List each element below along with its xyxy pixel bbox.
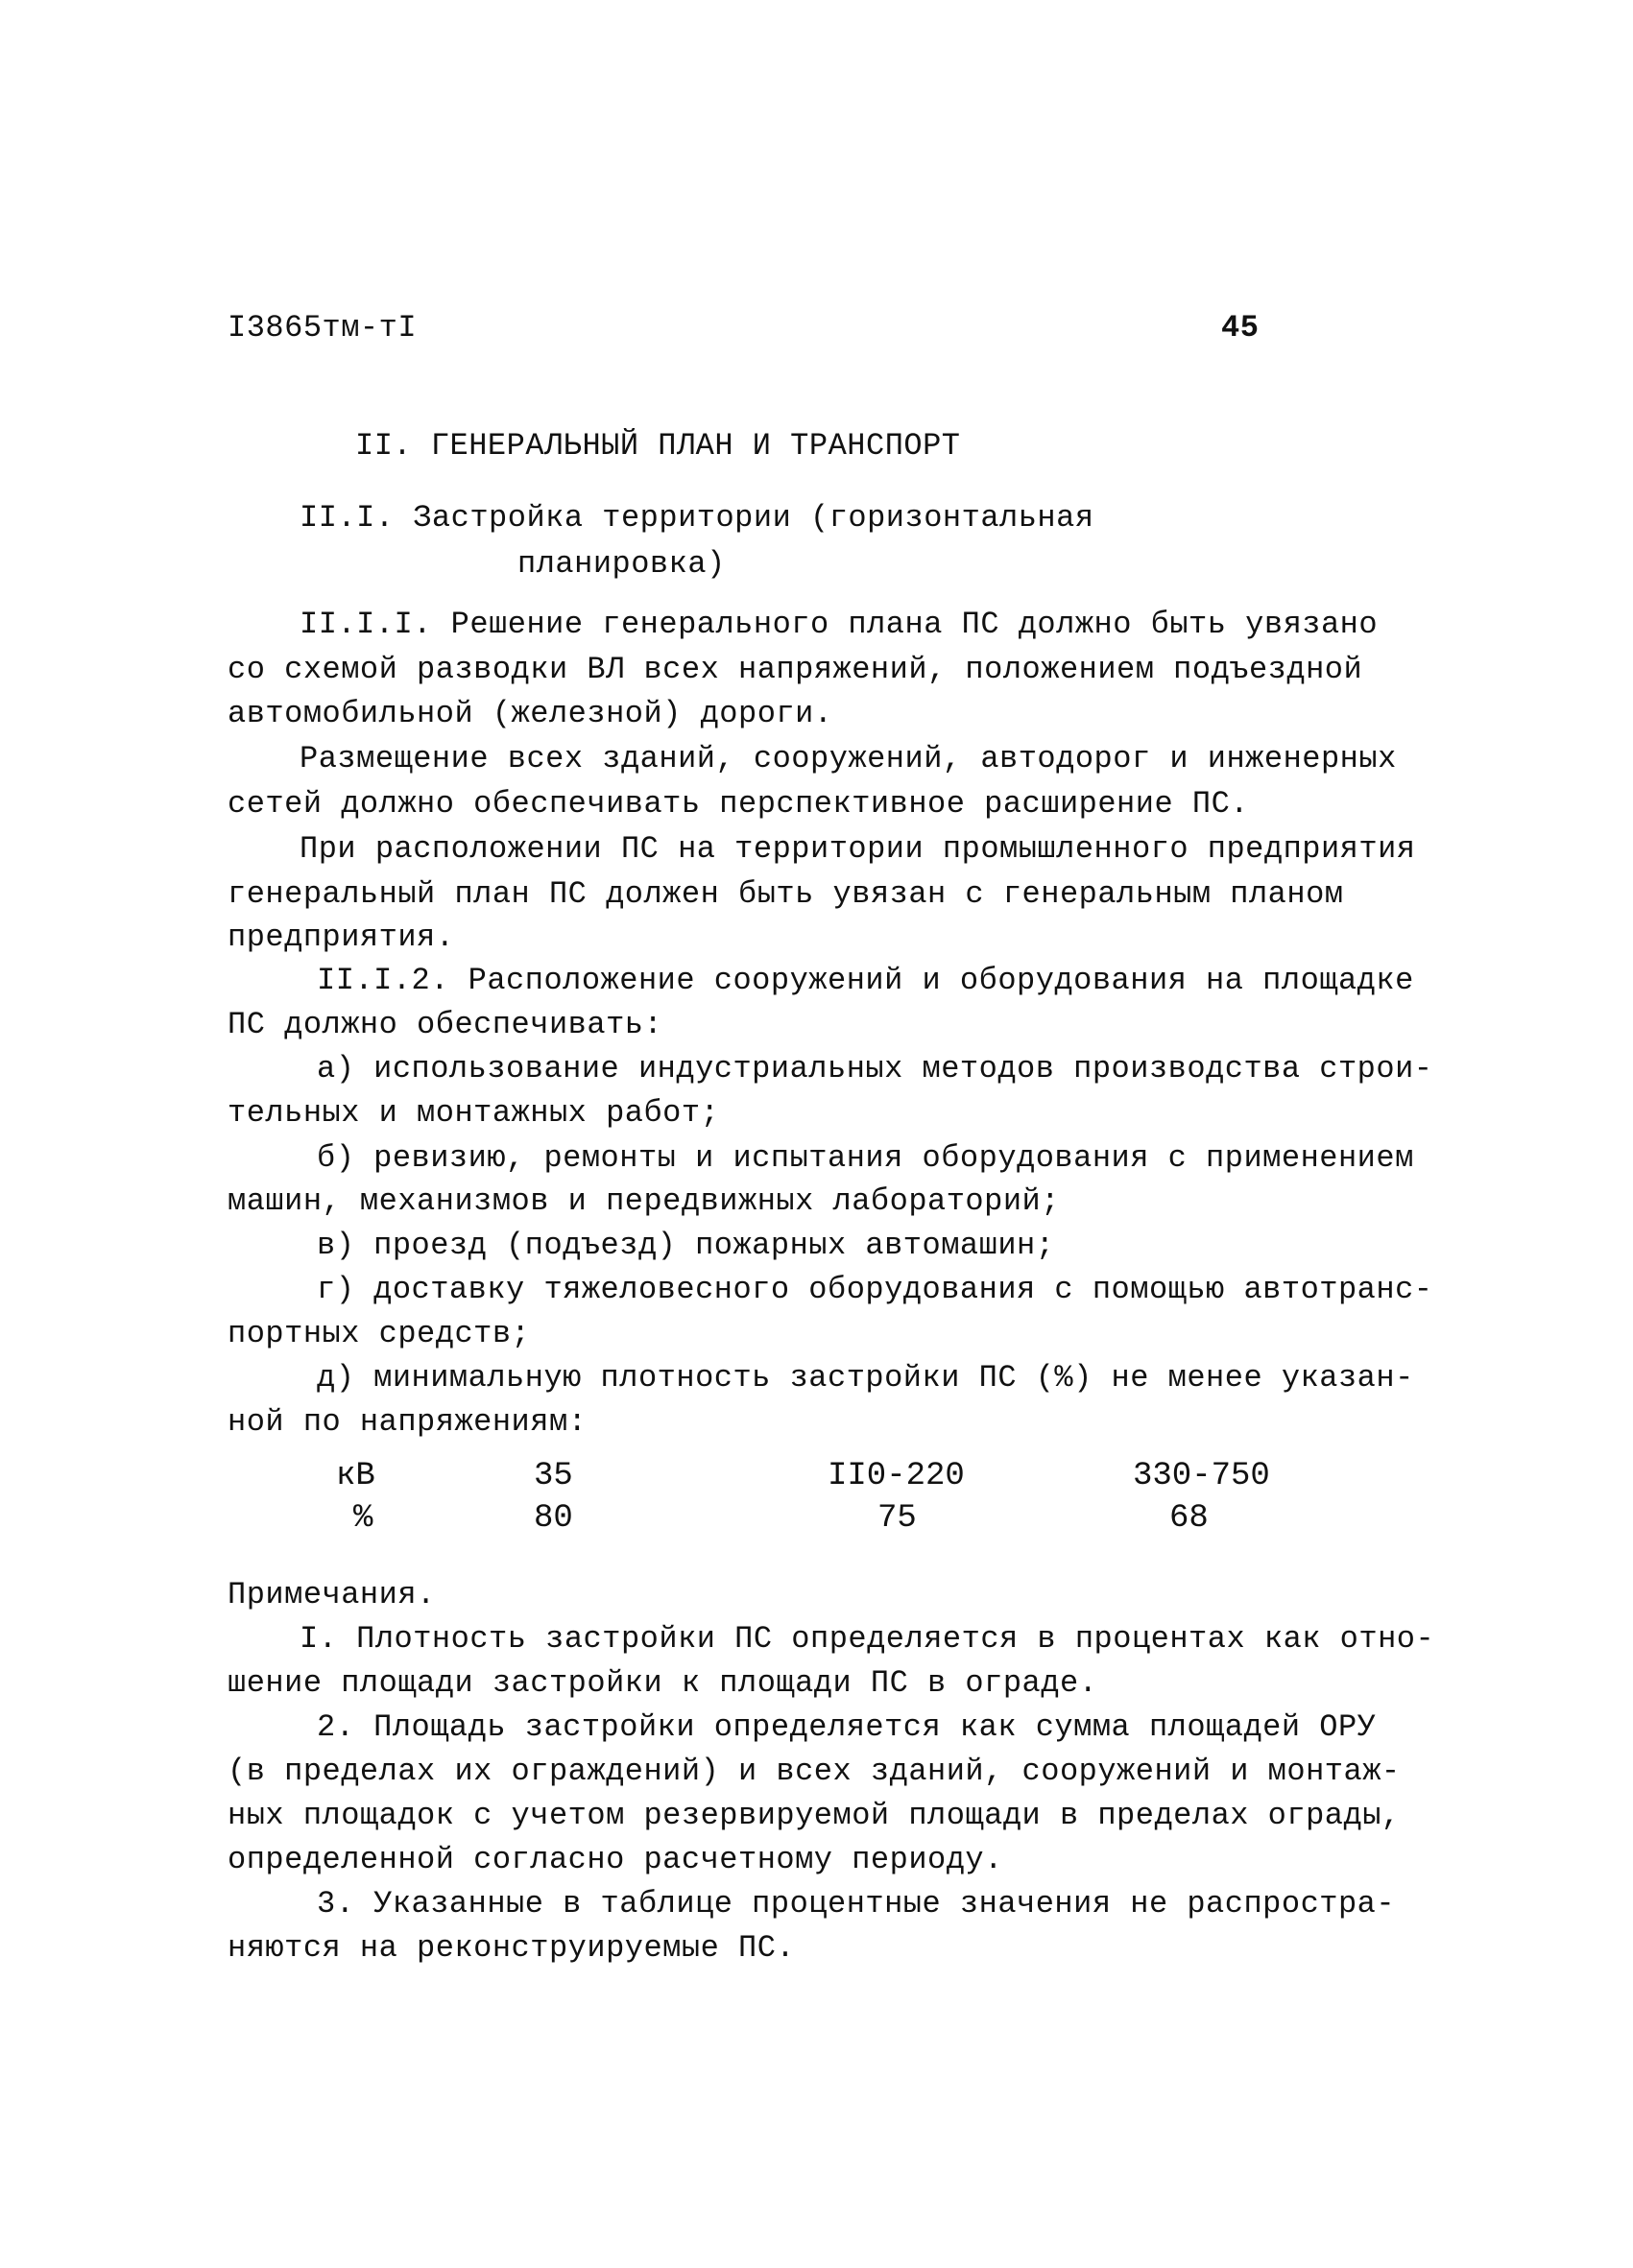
body-line: генеральный план ПС должен быть увязан с генеральным планом [228,876,1344,912]
table-cell: 80 [534,1500,573,1537]
body-line: Размещение всех зданий, сооружений, автодорог и инженерных [300,741,1397,776]
body-line: ной по напряжениям: [228,1404,588,1440]
body-line: предприятия. [228,919,455,955]
body-line: со схемой разводки ВЛ всех напряжений, положением подъездной [228,652,1363,687]
table-cell: 35 [534,1458,573,1494]
document-code: I3865тм-тI [228,310,418,346]
note-line: ных площадок с учетом резервируемой площади в пределах ограды, [228,1798,1401,1833]
body-line: II.I.2. Расположение сооружений и оборудования на площадке [317,963,1414,998]
notes-heading: Примечания. [228,1577,436,1612]
body-line: При расположении ПС на территории промышленного предприятия [300,831,1416,867]
table-cell: 68 [1169,1500,1209,1537]
body-line: машин, механизмов и передвижных лабораторий; [228,1183,1060,1219]
note-line: (в пределах их ограждений) и всех зданий, сооружений и монтаж- [228,1754,1401,1789]
note-line: няются на реконструируемые ПС. [228,1930,796,1966]
list-item: д) минимальную плотность застройки ПС (%) не менее указан- [317,1360,1414,1396]
list-item: в) проезд (подъезд) пожарных автомашин; [317,1228,1055,1263]
note-line: I. Плотность застройки ПС определяется в процентах как отно- [300,1621,1435,1657]
body-line: портных средств; [228,1316,531,1351]
note-line: 2. Площадь застройки определяется как сумма площадей ОРУ [317,1709,1377,1745]
list-item: а) использование индустриальных методов производства строи- [317,1051,1433,1086]
subsection-title-continued: планировка) [517,546,726,582]
subsection-title: II.I. Застройка территории (горизонтальная [300,500,1094,536]
note-line: определенной согласно расчетному периоду. [228,1842,1003,1877]
body-line: тельных и монтажных работ; [228,1095,720,1131]
body-line: II.I.I. Решение генерального плана ПС должно быть увязано [300,607,1379,642]
table-cell: II0-220 [828,1458,965,1494]
body-line: автомобильной (железной) дороги. [228,696,833,731]
note-line: шение площади застройки к площади ПС в ограде. [228,1665,1098,1701]
body-line: ПС должно обеспечивать: [228,1007,663,1042]
table-cell: % [353,1500,373,1537]
page-number: 45 [1221,310,1260,346]
table-cell: 75 [877,1500,917,1537]
list-item: б) ревизию, ремонты и испытания оборудования с применением [317,1140,1414,1176]
section-title: II. ГЕНЕРАЛЬНЫЙ ПЛАН И ТРАНСПОРТ [355,428,961,464]
table-cell: кВ [336,1458,375,1494]
list-item: г) доставку тяжеловесного оборудования с помощью автотранс- [317,1272,1433,1307]
body-line: сетей должно обеспечивать перспективное расширение ПС. [228,786,1249,822]
table-cell: 330-750 [1133,1458,1270,1494]
note-line: 3. Указанные в таблице процентные значения не распростра- [317,1886,1396,1922]
